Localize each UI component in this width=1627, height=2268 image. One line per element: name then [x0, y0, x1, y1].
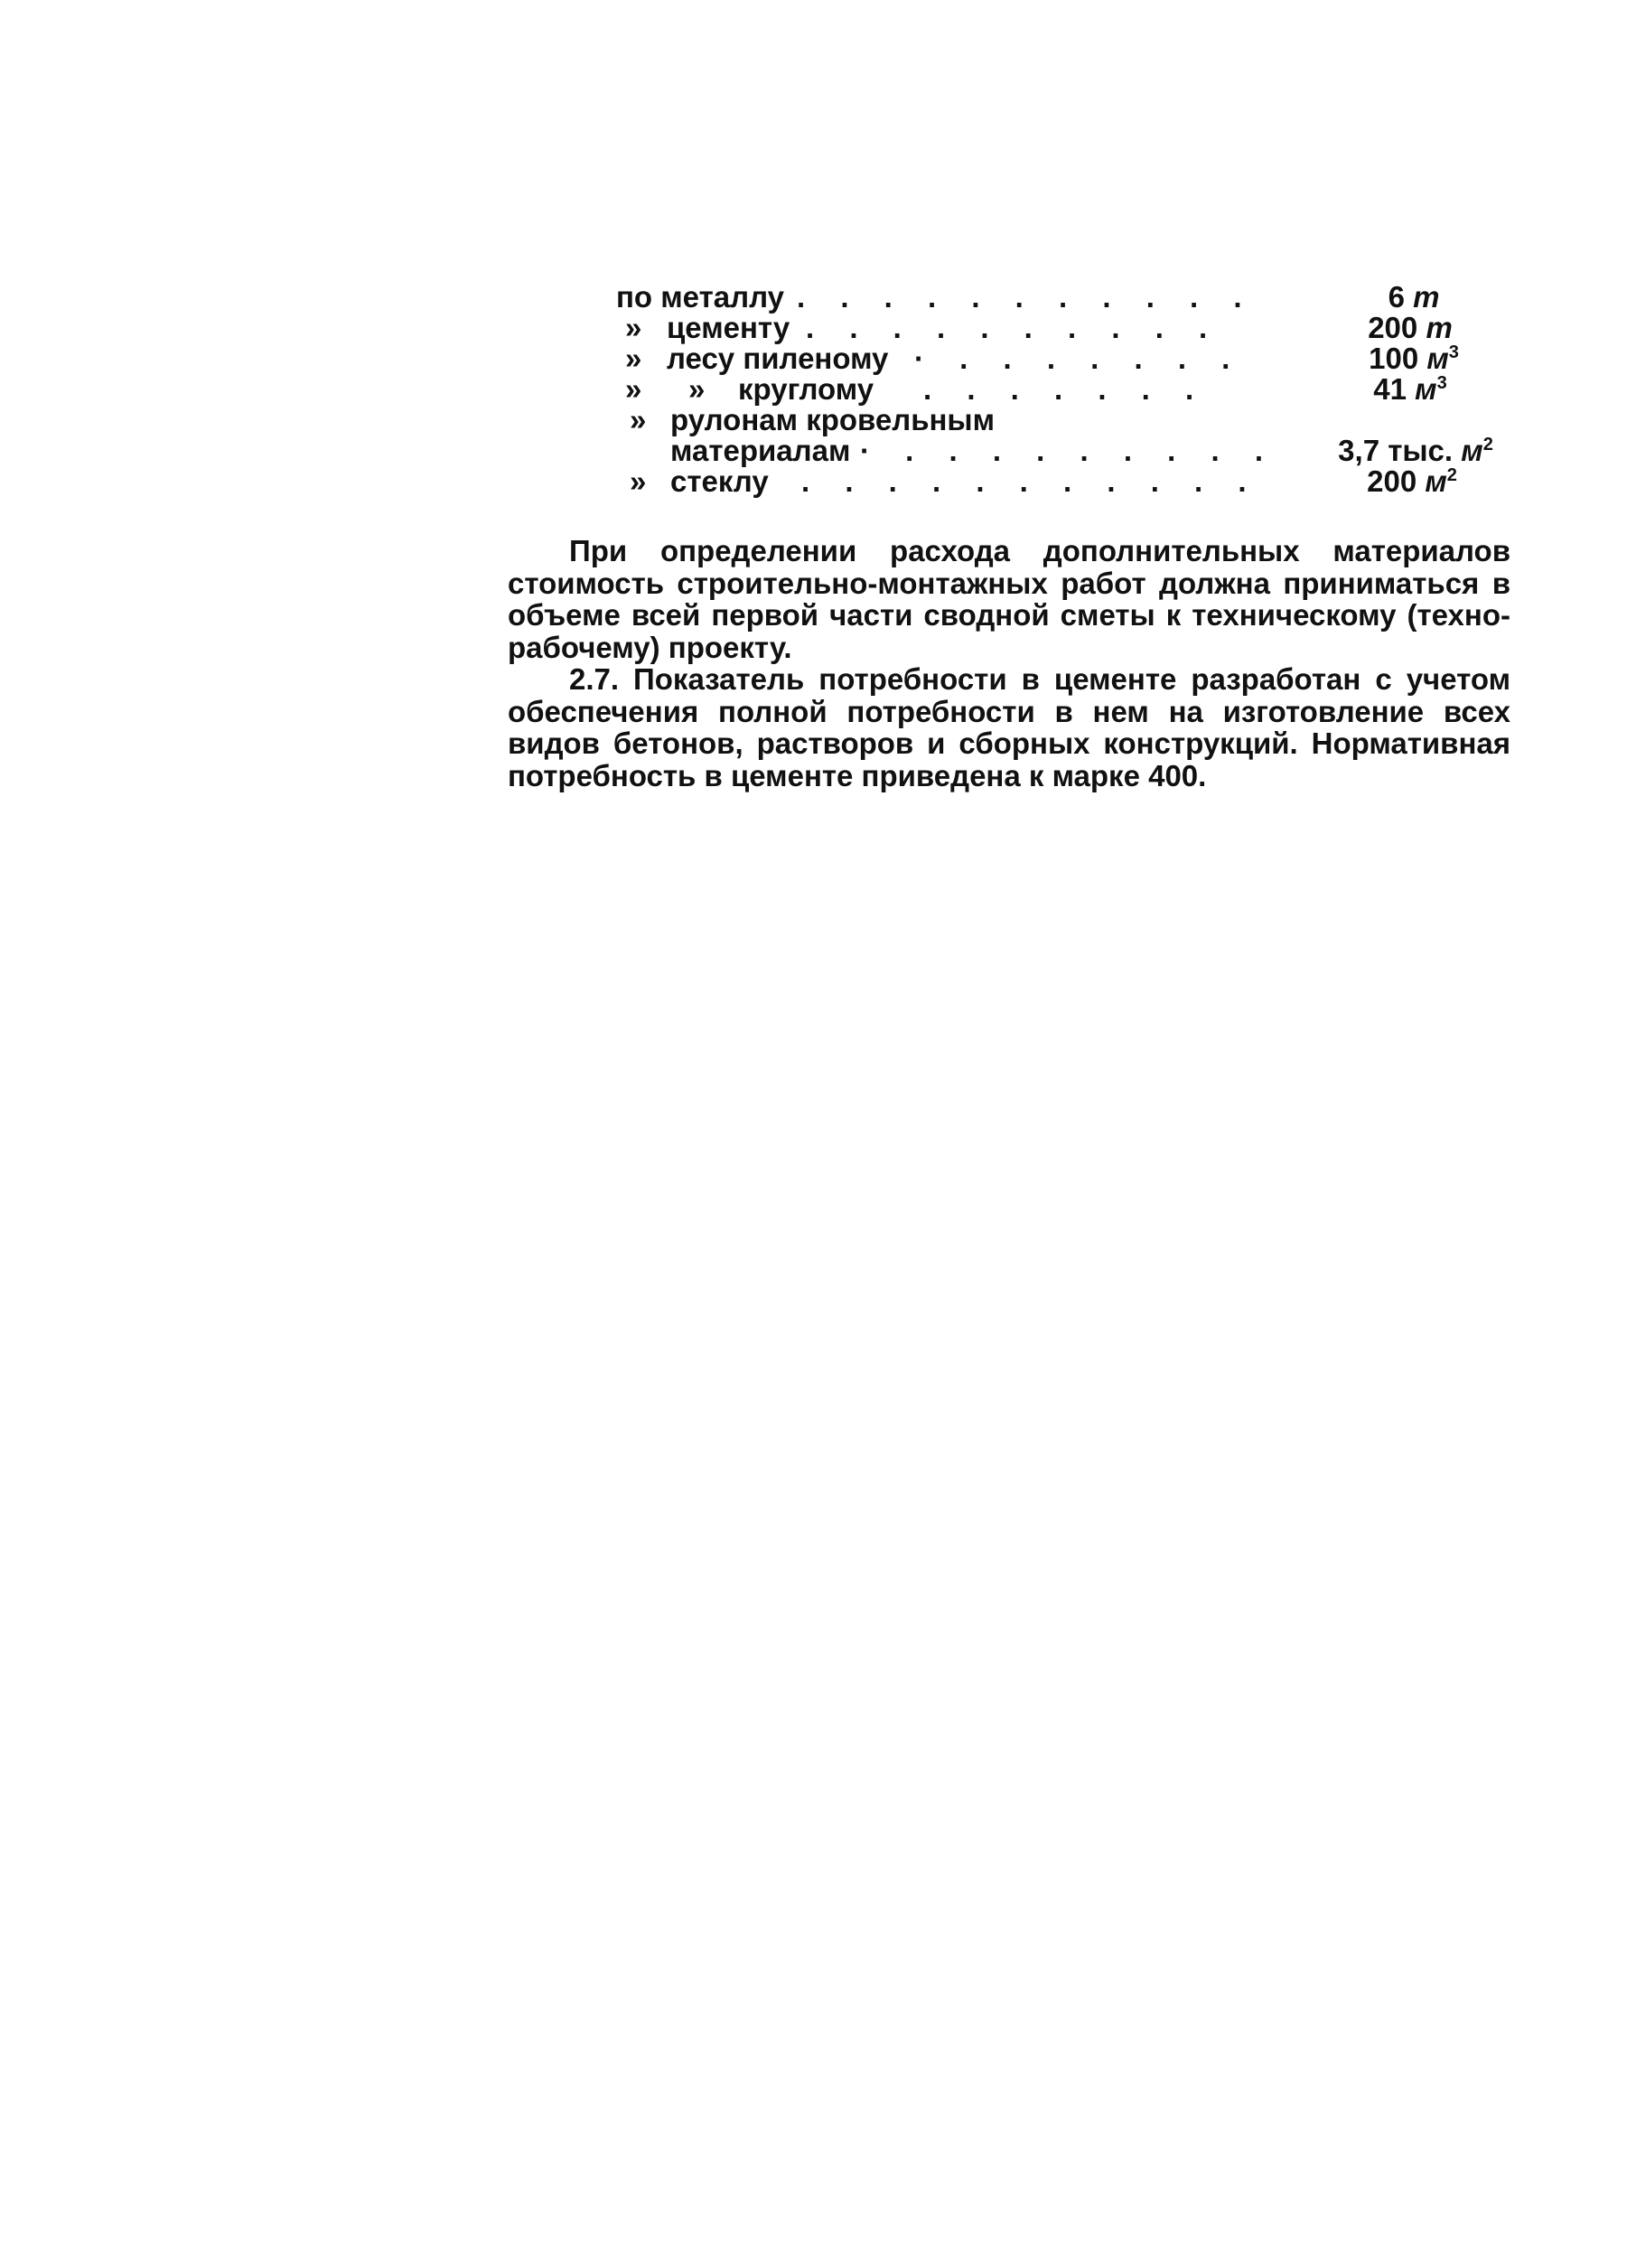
dot-leader: · . . . . . . . [914, 342, 1244, 375]
norm-row-sawn-timber [616, 343, 1519, 374]
dot-leader: . . . . . . . . . . . [801, 464, 1260, 498]
ditto-mark: » [625, 311, 642, 344]
norm-label: стеклу [670, 464, 769, 498]
dot-leader: · . . . . . . . . . [860, 434, 1277, 467]
ditto-mark: » [630, 464, 647, 498]
dot-leader: . . . . . . . . . . [806, 311, 1221, 344]
norm-label: материалам [670, 434, 851, 467]
norm-row-glass [616, 466, 1519, 497]
norm-value: 200 $м^2$ [1367, 464, 1457, 498]
norm-value: 41 $м^3$ [1373, 372, 1447, 406]
ditto-mark: » [625, 342, 642, 375]
norm-row-roll-roofing-cont [616, 436, 1519, 466]
norm-label: цементу [667, 311, 790, 344]
norm-label: по металлу [616, 280, 784, 314]
norm-label: лесу пиленому [667, 342, 889, 375]
ditto-mark: » [625, 372, 642, 406]
dot-leader: . . . . . . . [923, 372, 1208, 406]
norm-value: 6 т [1388, 280, 1440, 314]
ditto-mark: » [630, 403, 647, 436]
norm-value: 200 т [1368, 311, 1453, 344]
norm-label: рулонам кровельным [670, 403, 996, 436]
norm-row-metal [616, 282, 1519, 313]
norm-value: 100 $м^3$ [1369, 342, 1459, 375]
norm-row-round-timber [616, 374, 1519, 405]
paragraph-2-7-cement: 2.7. Показатель потребности в цементе разработан с учетом обеспечения полной потребности в нем на изготовление всех видов бетонов, растворов и сборных конструкций. Нормативная потребность в цементе приведена к марке 400. [508, 662, 1510, 792]
norm-label: круглому [738, 372, 874, 406]
ditto-mark: » [688, 372, 706, 406]
materials-norms-list [616, 282, 1519, 497]
norm-row-roll-roofing [616, 405, 1519, 436]
body-text [508, 535, 1510, 792]
norm-value: 3,7 тыс. $м^2$ [1338, 434, 1493, 467]
norm-row-cement [616, 313, 1519, 343]
paragraph-additional-materials: При определении расхода дополнительных материалов стоимость строительно-монтажных работ должна приниматься в объеме всей первой части сводной сметы к техническому (техно-рабочему) проекту. [508, 534, 1510, 664]
dot-leader: . . . . . . . . . . . [797, 280, 1256, 314]
